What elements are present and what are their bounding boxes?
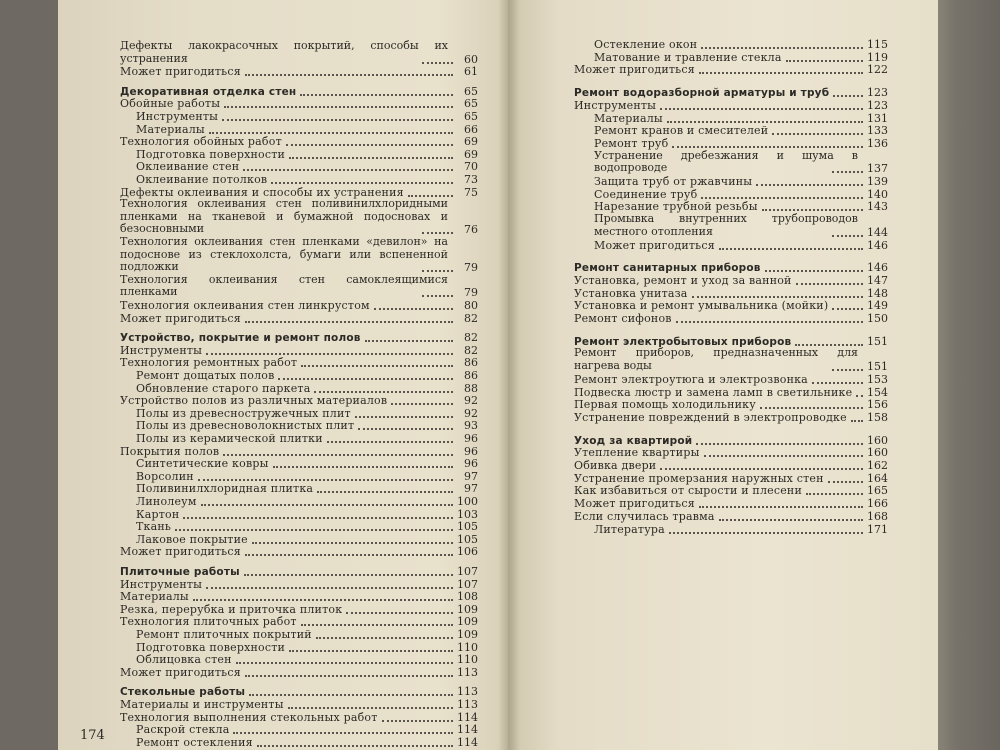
toc-entry-title: Раскрой стекла	[136, 723, 230, 737]
leader-dots	[193, 598, 453, 601]
leader-dots	[701, 196, 863, 199]
toc-page-number: 82	[464, 331, 478, 345]
toc-entry-title: Может пригодиться	[574, 497, 695, 511]
toc-page-number: 151	[867, 360, 888, 374]
leader-dots	[316, 636, 453, 639]
leader-dots	[206, 586, 453, 589]
leader-dots	[365, 339, 453, 342]
toc-entry-title: Оклеивание потолков	[136, 173, 268, 186]
toc-page-number: 96	[464, 432, 478, 445]
toc-entry-title: Инструменты	[136, 110, 219, 123]
toc-entry-title: Может пригодиться	[574, 63, 695, 77]
toc-entry-title: Технология обойных работ	[120, 135, 282, 149]
toc-page-number: 69	[464, 147, 478, 161]
toc-entry-title: Полы из древесноволокнистых плит	[136, 419, 355, 433]
toc-entry-title: Синтетические ковры	[136, 457, 269, 471]
leader-dots	[289, 156, 453, 159]
toc-entry-title: Первая помощь холодильнику	[574, 398, 756, 412]
toc-entry	[120, 545, 478, 559]
leader-dots	[273, 465, 453, 468]
leader-dots	[198, 478, 453, 481]
leader-dots	[245, 73, 453, 76]
page-number: 174	[80, 728, 105, 743]
toc-entry-title: Может пригодиться	[120, 665, 241, 679]
leader-dots	[327, 440, 453, 443]
leader-dots	[289, 649, 453, 652]
toc-entry-title: Соединение труб	[594, 187, 698, 201]
leader-dots	[828, 480, 863, 483]
leader-dots	[243, 168, 453, 171]
toc-entry-title: Ремонт дощатых полов	[136, 369, 275, 382]
toc-page-number: 97	[464, 482, 478, 496]
toc-page-number: 109	[457, 628, 478, 641]
toc-entry-title: Установка и ремонт умывальника (мойки)	[574, 299, 829, 313]
leader-dots	[249, 693, 453, 696]
leader-dots	[175, 528, 453, 531]
toc-entry-title: Ремонт сифонов	[574, 312, 672, 325]
leader-dots	[301, 623, 453, 626]
toc-entry-title: Лаковое покрытие	[136, 532, 248, 546]
toc-page-number: 114	[457, 710, 478, 724]
toc-entry-title: Ремонт плиточных покрытий	[136, 628, 312, 641]
leader-dots	[832, 234, 863, 237]
toc-entry-title: Обновление старого паркета	[136, 381, 311, 395]
leader-dots	[719, 247, 863, 250]
toc-page-number: 110	[457, 653, 478, 667]
leader-dots	[271, 181, 453, 184]
toc-entry-title: Может пригодиться	[120, 545, 241, 559]
toc-page-number: 140	[867, 187, 888, 201]
toc-entry-title: Технология ремонтных работ	[120, 356, 298, 370]
toc-entry-title: Может пригодиться	[120, 65, 241, 79]
toc-entry-title: Полы из древесностружечных плит	[136, 406, 351, 420]
toc-entry-title: Технология оклеивания стен пленками «девилон» на подоснове из стеклохолста, бумаги или вспененной подложки	[120, 235, 448, 273]
leader-dots	[667, 120, 863, 123]
toc-page-number: 93	[464, 419, 478, 433]
toc-entry-title: Дефекты лакокрасочных покрытий, способы их устранения	[120, 39, 448, 65]
toc-entry	[120, 312, 478, 326]
toc-page-number: 79	[464, 261, 478, 275]
toc-page-number: 136	[867, 136, 888, 150]
toc-page-number: 144	[867, 225, 888, 239]
leader-dots	[244, 573, 453, 576]
leader-dots	[422, 61, 453, 64]
toc-entry-title: Ремонт водоразборной арматуры и труб	[574, 87, 830, 100]
toc-entry-title: Ткань	[136, 520, 172, 534]
toc-page-number: 122	[867, 63, 888, 77]
toc-entry	[120, 40, 448, 65]
toc-page-number: 73	[464, 173, 478, 186]
leader-dots	[762, 208, 863, 211]
toc-entry-title: Дефекты оклеивания и способы их устранения	[120, 185, 404, 199]
leader-dots	[672, 145, 863, 148]
toc-page-number: 154	[867, 385, 888, 399]
leader-dots	[346, 611, 453, 614]
toc-page-number: 103	[457, 507, 478, 521]
toc-entry	[574, 411, 888, 425]
leader-dots	[699, 71, 863, 74]
toc-entry-title: Покрытия полов	[120, 444, 220, 458]
toc-page-number: 146	[867, 261, 888, 275]
toc-page-number: 131	[867, 111, 888, 125]
toc-entry-title: Линолеум	[136, 495, 197, 508]
table-surface	[938, 0, 1000, 750]
toc-page-number: 150	[867, 312, 888, 325]
toc-entry-title: Инструменты	[120, 343, 203, 357]
toc-entry-title: Нарезание трубной резьбы	[594, 200, 758, 214]
leader-dots	[201, 503, 453, 506]
toc-entry-title: Подвеска люстр и замена ламп в светильнике	[574, 385, 853, 399]
leader-dots	[301, 364, 453, 367]
toc-page-number: 160	[867, 446, 888, 460]
leader-dots	[355, 415, 453, 418]
right-page	[508, 0, 938, 750]
toc-page-number: 171	[867, 522, 888, 536]
toc-entry-title: Утепление квартиры	[574, 446, 700, 460]
leader-dots	[223, 453, 453, 456]
toc-entry-title: Обивка двери	[574, 459, 657, 472]
toc-entry-title: Материалы	[594, 111, 663, 125]
toc-entry-title: Установка, ремонт и уход за ванной	[574, 273, 792, 287]
toc-page-number: 166	[867, 497, 888, 511]
toc-page-number: 86	[464, 356, 478, 370]
toc-page-number: 66	[464, 122, 478, 136]
toc-page-number: 147	[867, 273, 888, 287]
leader-dots	[422, 231, 453, 234]
toc-entry-title: Ремонт электроутюга и электрозвонка	[574, 372, 808, 386]
toc-entry-title: Ремонт приборов, предназначенных для нагрева воды	[574, 346, 858, 372]
leader-dots	[832, 307, 863, 310]
toc-entry-title: Устройство, покрытие и ремонт полов	[120, 332, 361, 345]
toc-page-number: 97	[464, 469, 478, 483]
leader-dots	[278, 377, 453, 380]
toc-page-number: 115	[867, 38, 888, 51]
leader-dots	[756, 183, 863, 186]
leader-dots	[224, 105, 453, 108]
toc-page-number: 69	[464, 135, 478, 149]
leader-dots	[851, 419, 863, 422]
toc-entry-title: Технология оклеивания стен линкрустом	[120, 299, 370, 312]
toc-page-number: 114	[457, 735, 478, 749]
toc-page-number: 75	[464, 185, 478, 199]
toc-page-number: 106	[457, 545, 478, 559]
leader-dots	[209, 131, 453, 134]
leader-dots	[408, 194, 453, 197]
toc-page-number: 65	[464, 110, 478, 123]
leader-dots	[206, 352, 453, 355]
toc-page-number: 105	[457, 532, 478, 546]
leader-dots	[806, 492, 863, 495]
leader-dots	[358, 427, 453, 430]
toc-entry-title: Технология оклеивания стен самоклеящимися пленками	[120, 272, 448, 299]
toc-entry	[136, 736, 478, 750]
toc-page-number: 113	[457, 665, 478, 679]
left-page	[58, 0, 508, 750]
leader-dots	[760, 406, 863, 409]
toc-entry-title: Полы из керамической плитки	[136, 432, 323, 445]
leader-dots	[833, 94, 863, 97]
toc-entry-title: Материалы	[120, 590, 189, 604]
toc-page-number: 123	[867, 86, 888, 100]
toc-page-number: 96	[464, 444, 478, 458]
toc-entry-title: Поливинилхлоридная плитка	[136, 482, 314, 496]
book-spine	[498, 0, 520, 750]
leader-dots	[183, 516, 453, 519]
leader-dots	[765, 269, 863, 272]
toc-page-number: 160	[867, 433, 888, 447]
toc-page-number: 119	[867, 50, 888, 64]
toc-entry	[120, 236, 448, 274]
toc-entry-title: Резка, перерубка и приточка плиток	[120, 602, 343, 616]
toc-page-number: 113	[457, 685, 478, 699]
toc-page-number: 148	[867, 286, 888, 300]
toc-entry-title: Инструменты	[574, 98, 657, 112]
leader-dots	[660, 107, 863, 110]
toc-page-number: 164	[867, 471, 888, 485]
toc-entry-title: Уход за квартирой	[574, 434, 693, 447]
toc-entry-title: Облицовка стен	[136, 653, 232, 667]
toc-page-number: 96	[464, 457, 478, 471]
toc-entry-title: Ремонт санитарных приборов	[574, 262, 761, 275]
leader-dots	[676, 320, 863, 323]
toc-entry	[594, 523, 888, 537]
toc-page-number: 92	[464, 394, 478, 408]
toc-entry-title: Ремонт кранов и смесителей	[594, 124, 769, 138]
toc-entry-title: Стекольные работы	[120, 686, 246, 699]
leader-dots	[288, 706, 453, 709]
toc-entry-title: Инструменты	[120, 577, 203, 591]
leader-dots	[772, 132, 863, 135]
toc-entry-title: Плиточные работы	[120, 566, 240, 578]
toc-entry-title: Декоративная отделка стен	[120, 85, 297, 98]
toc-entry-title: Если случилась травма	[574, 509, 715, 523]
toc-entry	[574, 63, 888, 77]
toc-page-number: 133	[867, 124, 888, 138]
leader-dots	[795, 343, 863, 346]
toc-page-number: 109	[457, 602, 478, 616]
toc-entry	[594, 150, 858, 175]
toc-page-number: 80	[464, 299, 478, 312]
leader-dots	[422, 269, 453, 272]
toc-entry-title: Ремонт труб	[594, 136, 669, 150]
toc-entry	[120, 198, 448, 236]
toc-page-number: 92	[464, 406, 478, 420]
toc-entry-title: Ремонт остекления	[136, 735, 253, 749]
toc-page-number: 60	[464, 52, 478, 66]
toc-entry	[120, 274, 448, 299]
toc-page-number: 137	[867, 162, 888, 176]
toc-entry-title: Промывка внутренних трубопроводов местного отопления	[594, 212, 858, 238]
toc-entry-title: Технология оклеивания стен поливинилхлоридными пленками на тканевой и бумажной подосновах и безосновными	[120, 197, 448, 236]
toc-page-number: 70	[464, 160, 478, 174]
toc-page-number: 107	[457, 565, 478, 578]
toc-entry-title: Ремонт электробытовых приборов	[574, 335, 792, 348]
leader-dots	[245, 553, 453, 556]
toc-entry	[120, 666, 478, 680]
toc-entry-title: Литература	[594, 522, 665, 536]
leader-dots	[317, 490, 453, 493]
toc-page-number: 113	[457, 698, 478, 711]
toc-entry	[120, 65, 478, 79]
toc-entry-title: Обойные работы	[120, 97, 221, 111]
leader-dots	[786, 59, 863, 62]
leader-dots	[856, 394, 863, 397]
toc-page-number: 109	[457, 615, 478, 629]
toc-entry-title: Устройство полов из различных материалов	[120, 394, 388, 408]
toc-page-number: 82	[464, 343, 478, 357]
toc-entry	[574, 312, 888, 326]
toc-page-number: 105	[457, 520, 478, 534]
leader-dots	[236, 661, 453, 664]
leader-dots	[796, 282, 863, 285]
toc-entry-title: Может пригодиться	[594, 238, 715, 252]
toc-page-number: 79	[464, 286, 478, 300]
leader-dots	[233, 731, 453, 734]
toc-entry-title: Ворсолин	[136, 469, 194, 483]
toc-entry-title: Оклеивание стен	[136, 160, 240, 174]
leader-dots	[222, 118, 453, 121]
toc-page-number: 88	[464, 381, 478, 395]
toc-entry-title: Защита труб от ржавчины	[594, 175, 753, 188]
toc-page-number: 162	[867, 459, 888, 472]
leader-dots	[257, 744, 453, 747]
toc-page-number: 156	[867, 398, 888, 412]
toc-entry-title: Подготовка поверхности	[136, 147, 286, 161]
toc-page-number: 146	[867, 238, 888, 252]
leader-dots	[391, 402, 453, 405]
toc-page-number: 123	[867, 98, 888, 112]
leader-dots	[245, 320, 453, 323]
toc-page-number: 168	[867, 509, 888, 523]
toc-page-number: 158	[867, 410, 888, 424]
toc-page-number: 65	[464, 97, 478, 111]
toc-page-number: 82	[464, 311, 478, 325]
toc-page-number: 107	[457, 577, 478, 591]
toc-entry	[594, 239, 888, 253]
toc-entry-title: Материалы	[136, 122, 205, 136]
leader-dots	[692, 295, 863, 298]
leader-dots	[701, 46, 863, 49]
leader-dots	[300, 93, 453, 96]
leader-dots	[252, 541, 453, 544]
leader-dots	[699, 505, 863, 508]
toc-entry-title: Технология выполнения стекольных работ	[120, 710, 378, 724]
leader-dots	[245, 674, 453, 677]
toc-entry-title: Картон	[136, 507, 180, 521]
toc-entry	[594, 213, 858, 238]
toc-entry-title: Материалы и инструменты	[120, 698, 284, 711]
toc-page-number: 108	[457, 590, 478, 604]
toc-entry-title: Устранение промерзания наружных стен	[574, 471, 824, 485]
leader-dots	[832, 170, 863, 173]
toc-entry-title: Как избавиться от сырости и плесени	[574, 484, 802, 498]
leader-dots	[669, 531, 863, 534]
toc-entry-title: Установка унитаза	[574, 286, 688, 300]
leader-dots	[812, 381, 863, 384]
toc-page-number: 149	[867, 299, 888, 313]
toc-page-number: 65	[464, 84, 478, 98]
leader-dots	[314, 390, 453, 393]
toc-page-number: 143	[867, 200, 888, 214]
toc-page-number: 76	[464, 223, 478, 237]
leader-dots	[704, 454, 863, 457]
leader-dots	[422, 294, 453, 297]
leader-dots	[719, 518, 863, 521]
leader-dots	[832, 368, 863, 371]
toc-entry-title: Матование и травление стекла	[594, 50, 782, 64]
toc-page-number: 153	[867, 372, 888, 386]
toc-page-number: 86	[464, 369, 478, 382]
leader-dots	[374, 307, 453, 310]
toc-page-number: 114	[457, 723, 478, 737]
toc-page-number: 151	[867, 334, 888, 348]
toc-page-number: 110	[457, 640, 478, 654]
toc-page-number: 61	[464, 65, 478, 79]
toc-entry-title: Остекление окон	[594, 38, 698, 51]
toc-page-number: 100	[457, 495, 478, 508]
leader-dots	[286, 143, 453, 146]
toc-entry	[574, 347, 858, 372]
leader-dots	[660, 467, 863, 470]
toc-page-number: 139	[867, 175, 888, 188]
toc-entry-title: Подготовка поверхности	[136, 640, 286, 654]
leader-dots	[382, 719, 453, 722]
toc-entry-title: Может пригодиться	[120, 311, 241, 325]
toc-entry-title: Устранение повреждений в электропроводке	[574, 410, 847, 424]
toc-page-number: 165	[867, 484, 888, 498]
leader-dots	[696, 442, 863, 445]
toc-entry-title: Технология плиточных работ	[120, 615, 297, 629]
toc-entry-title: Устранение дребезжания и шума в водопроводе	[594, 148, 858, 175]
